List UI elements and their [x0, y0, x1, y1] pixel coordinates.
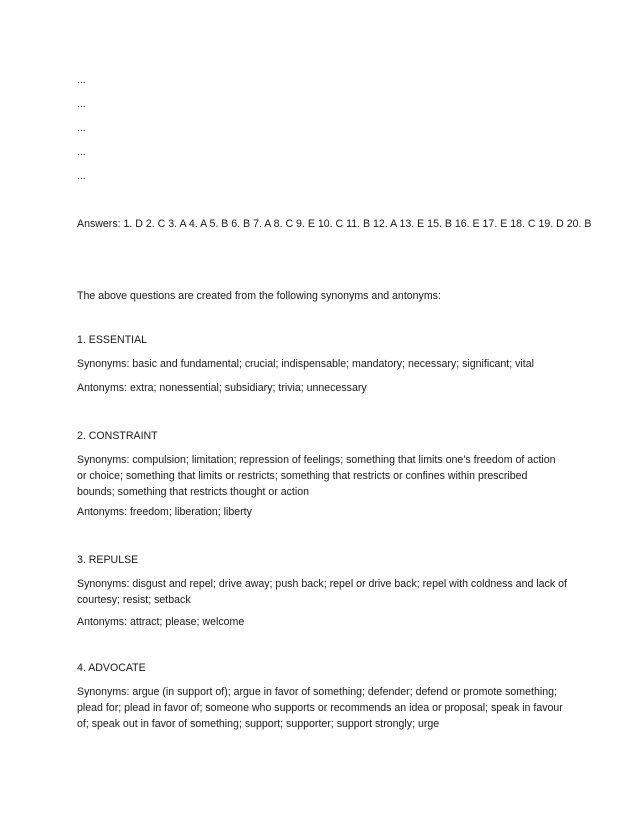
answers-line: Answers: 1. D 2. C 3. A 4. A 5. B 6. B 7. A 8. C 9. E 10. C 11. B 12. A 13. E 15. B 16. E 17. E 18. C 19. D 20. B: [77, 218, 592, 230]
entry-antonyms: Antonyms: extra; nonessential; subsidiary; trivia; unnecessary: [77, 382, 367, 394]
entry-antonyms: Antonyms: freedom; liberation; liberty: [77, 506, 252, 518]
entry-antonyms: Antonyms: attract; please; welcome: [77, 616, 245, 628]
ellipsis-line: ...: [77, 170, 86, 182]
ellipsis-line: ...: [77, 146, 86, 158]
entry-title: 3. REPULSE: [77, 554, 139, 566]
ellipsis-line: ...: [77, 74, 86, 86]
entry-title: 2. CONSTRAINT: [77, 430, 158, 442]
entry-synonyms: Synonyms: compulsion; limitation; repression of feelings; something that limits one’s freedom of action or choice; something that limits or restricts; something that restricts or confines within prescribed bounds; something that restricts thought or action: [77, 454, 556, 498]
entry-synonyms: Synonyms: basic and fundamental; crucial; indispensable; mandatory; necessary; significant; vital: [77, 358, 534, 370]
ellipsis-line: ...: [77, 122, 86, 134]
entry-title: 1. ESSENTIAL: [77, 334, 148, 346]
entry-synonyms: Synonyms: argue (in support of); argue in favor of something; defender; defend or promote something; plead for; plead in favor of; someone who supports or recommends an idea or proposal; speak in favour of; speak out in favor of something; support; supporter; support strongly; urge: [77, 686, 563, 730]
entry-title: 4. ADVOCATE: [77, 662, 146, 674]
intro-text: The above questions are created from the following synonyms and antonyms:: [77, 290, 441, 302]
ellipsis-line: ...: [77, 98, 86, 110]
entry-synonyms: Synonyms: disgust and repel; drive away; push back; repel or drive back; repel with coldness and lack of courtesy; resist; setback: [77, 578, 567, 606]
